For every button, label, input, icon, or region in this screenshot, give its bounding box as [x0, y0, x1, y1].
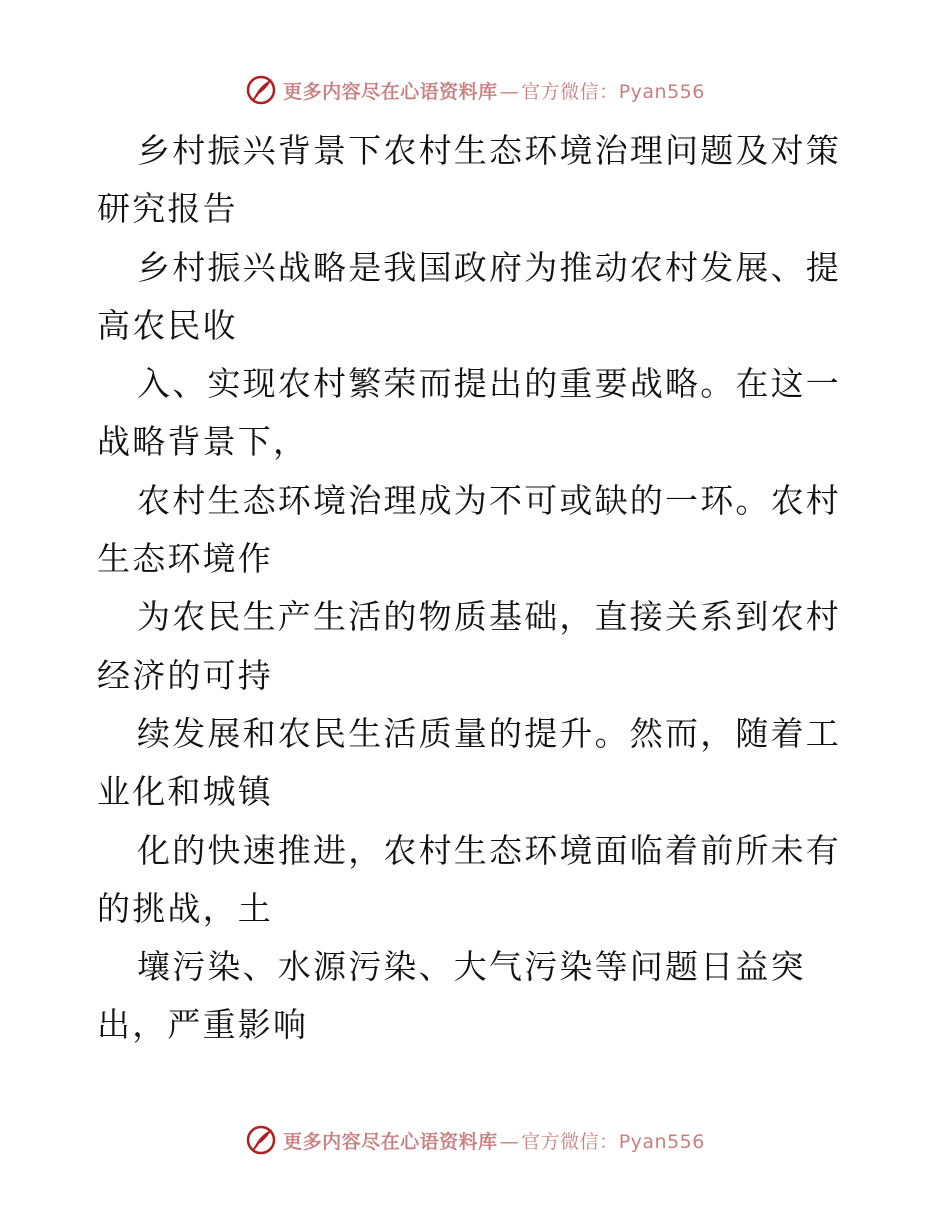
- paragraph: 为农民生产生活的物质基础，直接关系到农村经济的可持: [97, 597, 841, 695]
- watermark-dash: —: [499, 80, 520, 103]
- watermark-wechat-label: 官方微信：: [521, 1130, 619, 1153]
- paragraph: 乡村振兴战略是我国政府为推动农村发展、提高农民收: [97, 247, 841, 345]
- paragraph: 化的快速推进，农村生态环境面临着前所未有的挑战，土: [97, 830, 841, 928]
- quill-logo-icon: [245, 1124, 277, 1156]
- watermark-wechat-id: Pyan556: [618, 80, 705, 103]
- quill-logo-icon: [245, 74, 277, 106]
- document-title-paragraph: 乡村振兴背景下农村生态环境治理问题及对策研究报告: [97, 131, 841, 229]
- watermark-slogan: 更多内容尽在心语资料库: [283, 1130, 498, 1153]
- paragraph: 壤污染、水源污染、大气污染等问题日益突出，严重影响: [97, 947, 806, 1045]
- paragraph: 续发展和农民生活质量的提升。然而，随着工业化和城镇: [97, 713, 841, 812]
- header-watermark: [0, 70, 950, 110]
- watermark-wechat-id: Pyan556: [618, 1130, 705, 1153]
- watermark-slogan: 更多内容尽在心语资料库: [283, 80, 498, 103]
- watermark-text: [283, 1127, 705, 1154]
- watermark-wechat-label: 官方微信：: [521, 80, 619, 103]
- watermark-dash: —: [499, 1130, 520, 1153]
- watermark-text: [283, 77, 705, 104]
- document-body: [97, 122, 857, 1055]
- footer-watermark: [0, 1120, 950, 1160]
- paragraph: 农村生态环境治理成为不可或缺的一环。农村生态环境作: [97, 480, 841, 579]
- paragraph: 入、实现农村繁荣而提出的重要战略。在这一战略背景下，: [97, 364, 841, 462]
